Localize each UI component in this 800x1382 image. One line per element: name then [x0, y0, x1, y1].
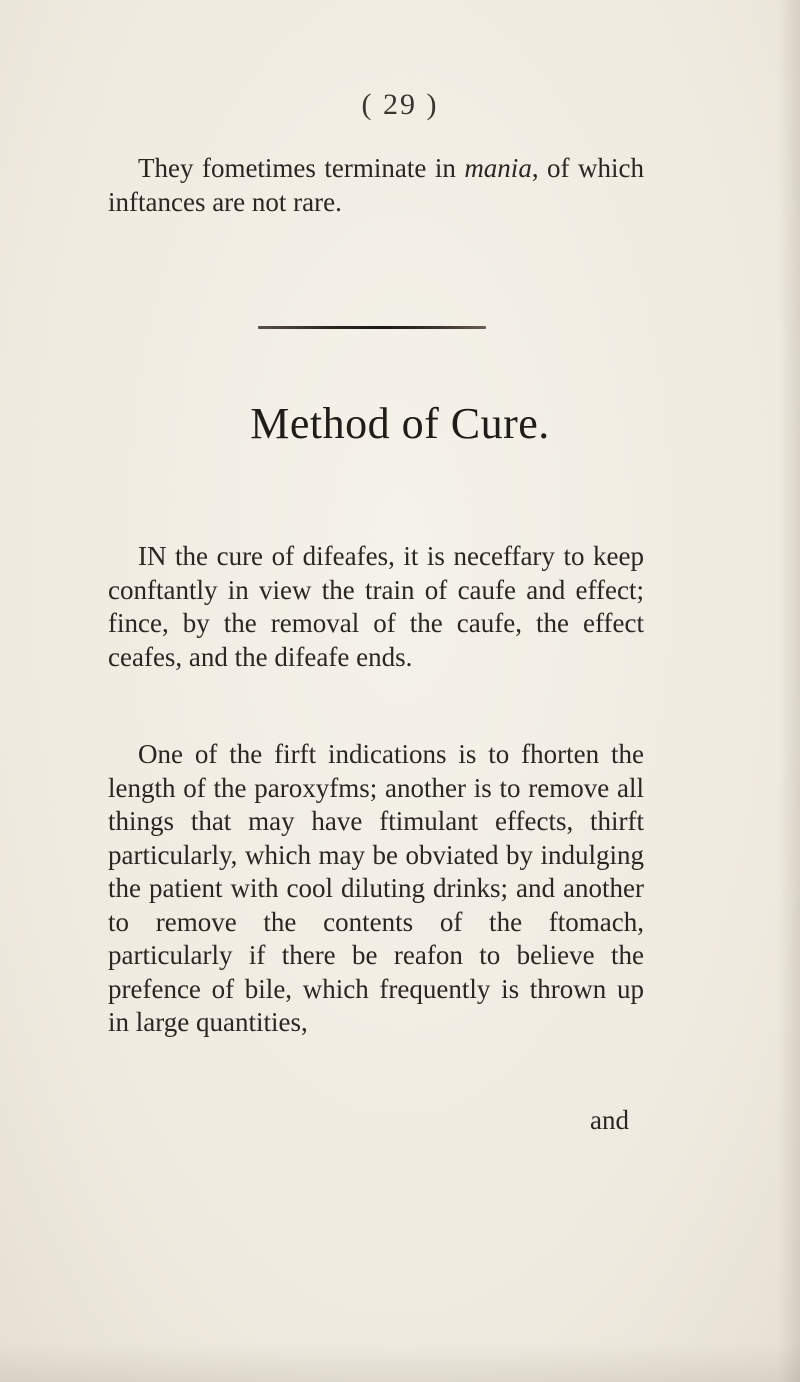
term-mania: mania: [464, 153, 532, 183]
section-heading: Method of Cure.: [250, 399, 550, 448]
catchword: and: [590, 1105, 629, 1135]
paragraph-indications: One of the firft indications is to fhorten the length of the paroxyfms; another is to remove all things that may have ftimulant effects, thirft particularly, which may be obviated by indulging the patient with cool diluting drinks; and another to remove the contents of the ftomach, particularly if there be reafon to believe the prefence of bile, which frequently is thrown up in large quantities,: [108, 739, 644, 1037]
page-bottom-shadow: [0, 1342, 800, 1382]
paragraph-mania: They fometimes terminate in mania, of which inftances are not rare.: [108, 153, 644, 217]
page-number: ( 29 ): [361, 88, 439, 121]
paragraph-cure: IN the cure of difeafes, it is neceffary to keep conftantly in view the train of caufe and effect; fince, by the removal of the caufe, the effect ceafes, and the difeafe ends.: [108, 541, 644, 672]
section-rule: [258, 326, 486, 329]
page-edge-shadow: [778, 0, 800, 1382]
